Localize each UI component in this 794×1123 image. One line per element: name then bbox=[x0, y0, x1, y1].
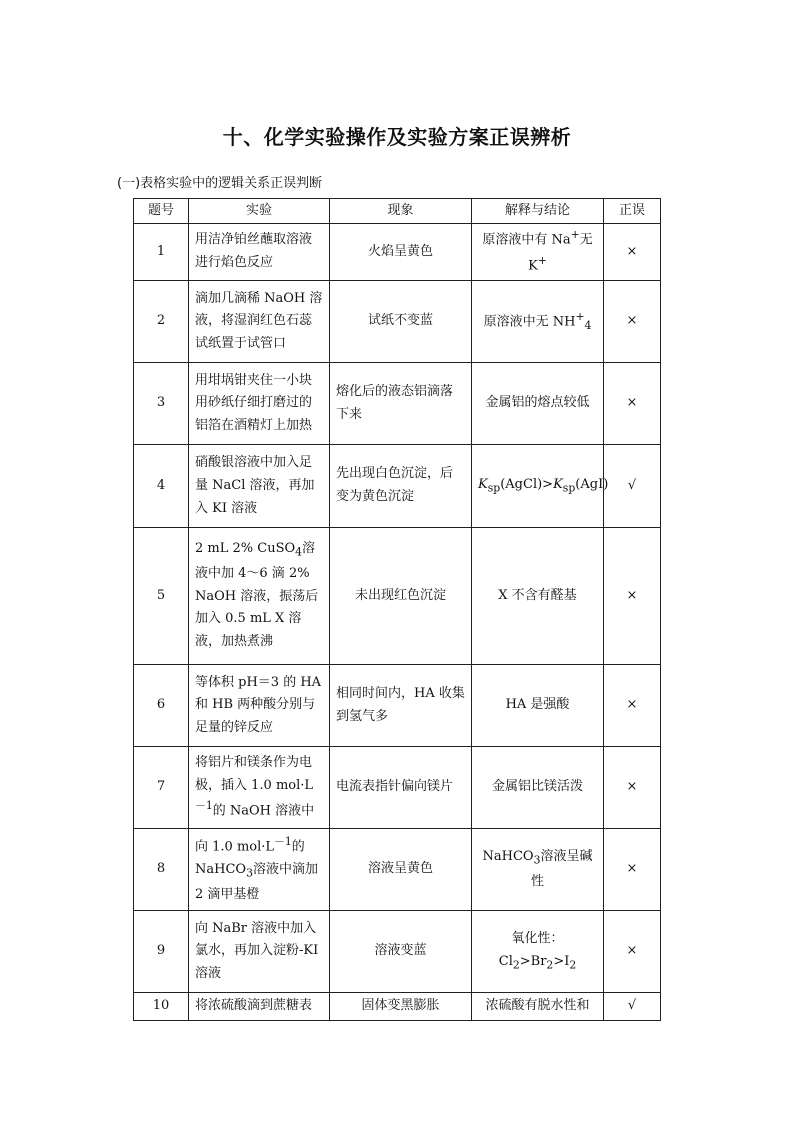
row-judgement: × bbox=[604, 747, 661, 829]
table-row bbox=[134, 993, 661, 1021]
row-experiment: 等体积 pH＝3 的 HA 和 HB 两种酸分别与足量的锌反应 bbox=[189, 665, 330, 747]
table-row bbox=[134, 363, 661, 445]
row-num: 10 bbox=[134, 993, 189, 1021]
row-explanation-part: K bbox=[553, 476, 563, 492]
row-judgement: √ bbox=[604, 445, 661, 528]
row-experiment-part: 溶液中加 4～6 滴 2% NaOH 溶液，振荡后加入 0.5 mL X 溶液，加热煮沸 bbox=[195, 541, 319, 650]
row-explanation-part: 溶液呈碱性 bbox=[530, 849, 593, 889]
row-experiment-part: 向 1.0 mol·L bbox=[195, 839, 275, 855]
row-explanation bbox=[472, 829, 604, 911]
row-phenomenon: 未出现红色沉淀 bbox=[330, 528, 472, 665]
row-judgement: × bbox=[604, 829, 661, 911]
table-row bbox=[134, 665, 661, 747]
row-explanation-sub: 2 bbox=[569, 958, 577, 972]
row-explanation bbox=[472, 445, 609, 528]
row-experiment: 用坩埚钳夹住一小块用砂纸仔细打磨过的铝箔在酒精灯上加热 bbox=[189, 363, 330, 445]
row-num: 5 bbox=[134, 528, 189, 665]
row-judgement: × bbox=[604, 281, 661, 363]
row-num: 7 bbox=[134, 747, 189, 829]
row-experiment: 将浓硫酸滴到蔗糖表 bbox=[189, 993, 330, 1021]
row-num: 6 bbox=[134, 665, 189, 747]
row-phenomenon: 溶液变蓝 bbox=[330, 911, 472, 993]
row-explanation-part: 原溶液中无 NH bbox=[483, 314, 576, 330]
row-experiment: 用洁净铂丝蘸取溶液进行焰色反应 bbox=[189, 224, 330, 281]
row-explanation-sup: + bbox=[570, 228, 580, 241]
row-judgement: × bbox=[604, 363, 661, 445]
row-num: 1 bbox=[134, 224, 189, 281]
row-experiment-sup: －1 bbox=[195, 799, 213, 813]
row-explanation bbox=[472, 281, 604, 363]
header-experiment: 实验 bbox=[189, 199, 330, 224]
table-row bbox=[134, 445, 661, 528]
row-phenomenon: 火焰呈黄色 bbox=[330, 224, 472, 281]
row-experiment bbox=[189, 747, 330, 829]
row-phenomenon: 溶液呈黄色 bbox=[330, 829, 472, 911]
row-explanation-sub: 2 bbox=[546, 958, 554, 972]
row-explanation-sub: 4 bbox=[584, 318, 592, 332]
row-num: 2 bbox=[134, 281, 189, 363]
row-phenomenon: 电流表指针偏向镁片 bbox=[330, 747, 472, 829]
table-row bbox=[134, 911, 661, 993]
row-explanation-part: 氧化性：Cl bbox=[498, 931, 564, 969]
row-judgement: √ bbox=[604, 993, 661, 1021]
row-experiment: 向 NaBr 溶液中加入氯水，再加入淀粉-KI 溶液 bbox=[189, 911, 330, 993]
row-phenomenon: 固体变黑膨胀 bbox=[330, 993, 472, 1021]
row-explanation: 金属铝比镁活泼 bbox=[472, 747, 604, 829]
row-explanation-sub: sp bbox=[562, 481, 576, 495]
row-experiment bbox=[189, 528, 330, 665]
row-phenomenon: 熔化后的液态铝滴落下来 bbox=[330, 363, 472, 445]
row-explanation: X 不含有醛基 bbox=[472, 528, 604, 665]
row-explanation: HA 是强酸 bbox=[472, 665, 604, 747]
row-explanation-sub: sp bbox=[487, 481, 501, 495]
row-phenomenon: 相同时间内，HA 收集到氢气多 bbox=[330, 665, 472, 747]
row-experiment-part: 将铝片和镁条作为电极，插入 1.0 mol·L bbox=[195, 754, 314, 793]
row-explanation bbox=[472, 911, 604, 993]
row-experiment-part: 的 NaHCO bbox=[195, 839, 305, 878]
table-row bbox=[134, 224, 661, 281]
row-explanation-part: (AgI) bbox=[575, 476, 609, 492]
table-row bbox=[134, 528, 661, 665]
row-num: 9 bbox=[134, 911, 189, 993]
row-experiment: 滴加几滴稀 NaOH 溶液，将湿润红色石蕊试纸置于试管口 bbox=[189, 281, 330, 363]
row-num: 3 bbox=[134, 363, 189, 445]
row-explanation-part: >I bbox=[553, 953, 570, 969]
row-phenomenon: 试纸不变蓝 bbox=[330, 281, 472, 363]
row-experiment-sub: 3 bbox=[246, 866, 253, 880]
row-num: 8 bbox=[134, 829, 189, 911]
row-experiment-part: 溶液中滴加 2 滴甲基橙 bbox=[195, 862, 318, 902]
row-experiment-sub: 4 bbox=[295, 545, 303, 559]
row-explanation-part: 原溶液中有 Na bbox=[482, 232, 571, 248]
section-title: (一)表格实验中的逻辑关系正误判断 bbox=[117, 176, 323, 191]
row-judgement: × bbox=[604, 665, 661, 747]
table-row bbox=[134, 281, 661, 363]
row-phenomenon: 先出现白色沉淀，后变为黄色沉淀 bbox=[330, 445, 472, 528]
row-explanation bbox=[472, 224, 604, 281]
row-explanation-sub: 2 bbox=[512, 958, 520, 972]
row-judgement: × bbox=[604, 528, 661, 665]
row-explanation-part: 无 K bbox=[528, 232, 593, 274]
row-experiment-part: 2 mL 2% CuSO bbox=[195, 541, 296, 557]
table-row bbox=[134, 747, 661, 829]
header-num: 题号 bbox=[134, 199, 189, 224]
header-explanation: 解释与结论 bbox=[472, 199, 604, 224]
row-experiment-sup: －1 bbox=[274, 834, 292, 848]
row-explanation-part: NaHCO bbox=[482, 849, 534, 865]
row-judgement: × bbox=[604, 911, 661, 993]
header-judgement: 正误 bbox=[604, 199, 661, 224]
row-explanation-part: (AgCl)> bbox=[500, 476, 554, 492]
row-judgement: × bbox=[604, 224, 661, 281]
row-explanation-part: K bbox=[478, 476, 488, 492]
row-explanation-sup: + bbox=[575, 309, 585, 323]
row-experiment bbox=[189, 829, 330, 911]
row-explanation: 浓硫酸有脱水性和 bbox=[472, 993, 604, 1021]
page-title: 十、化学实验操作及实验方案正误辨析 bbox=[222, 125, 572, 149]
table-row bbox=[134, 829, 661, 911]
judgement-table bbox=[133, 198, 661, 1021]
header-phenomenon: 现象 bbox=[330, 199, 472, 224]
row-num: 4 bbox=[134, 445, 189, 528]
table-header-row bbox=[134, 199, 661, 224]
row-explanation-sup: + bbox=[537, 254, 547, 268]
row-explanation: 金属铝的熔点较低 bbox=[472, 363, 604, 445]
row-experiment-part: 的 NaOH 溶液中 bbox=[212, 803, 315, 819]
row-explanation-sub: 3 bbox=[533, 853, 541, 867]
row-explanation-part: >Br bbox=[519, 953, 547, 969]
row-experiment: 硝酸银溶液中加入足量 NaCl 溶液，再加入 KI 溶液 bbox=[189, 445, 330, 528]
